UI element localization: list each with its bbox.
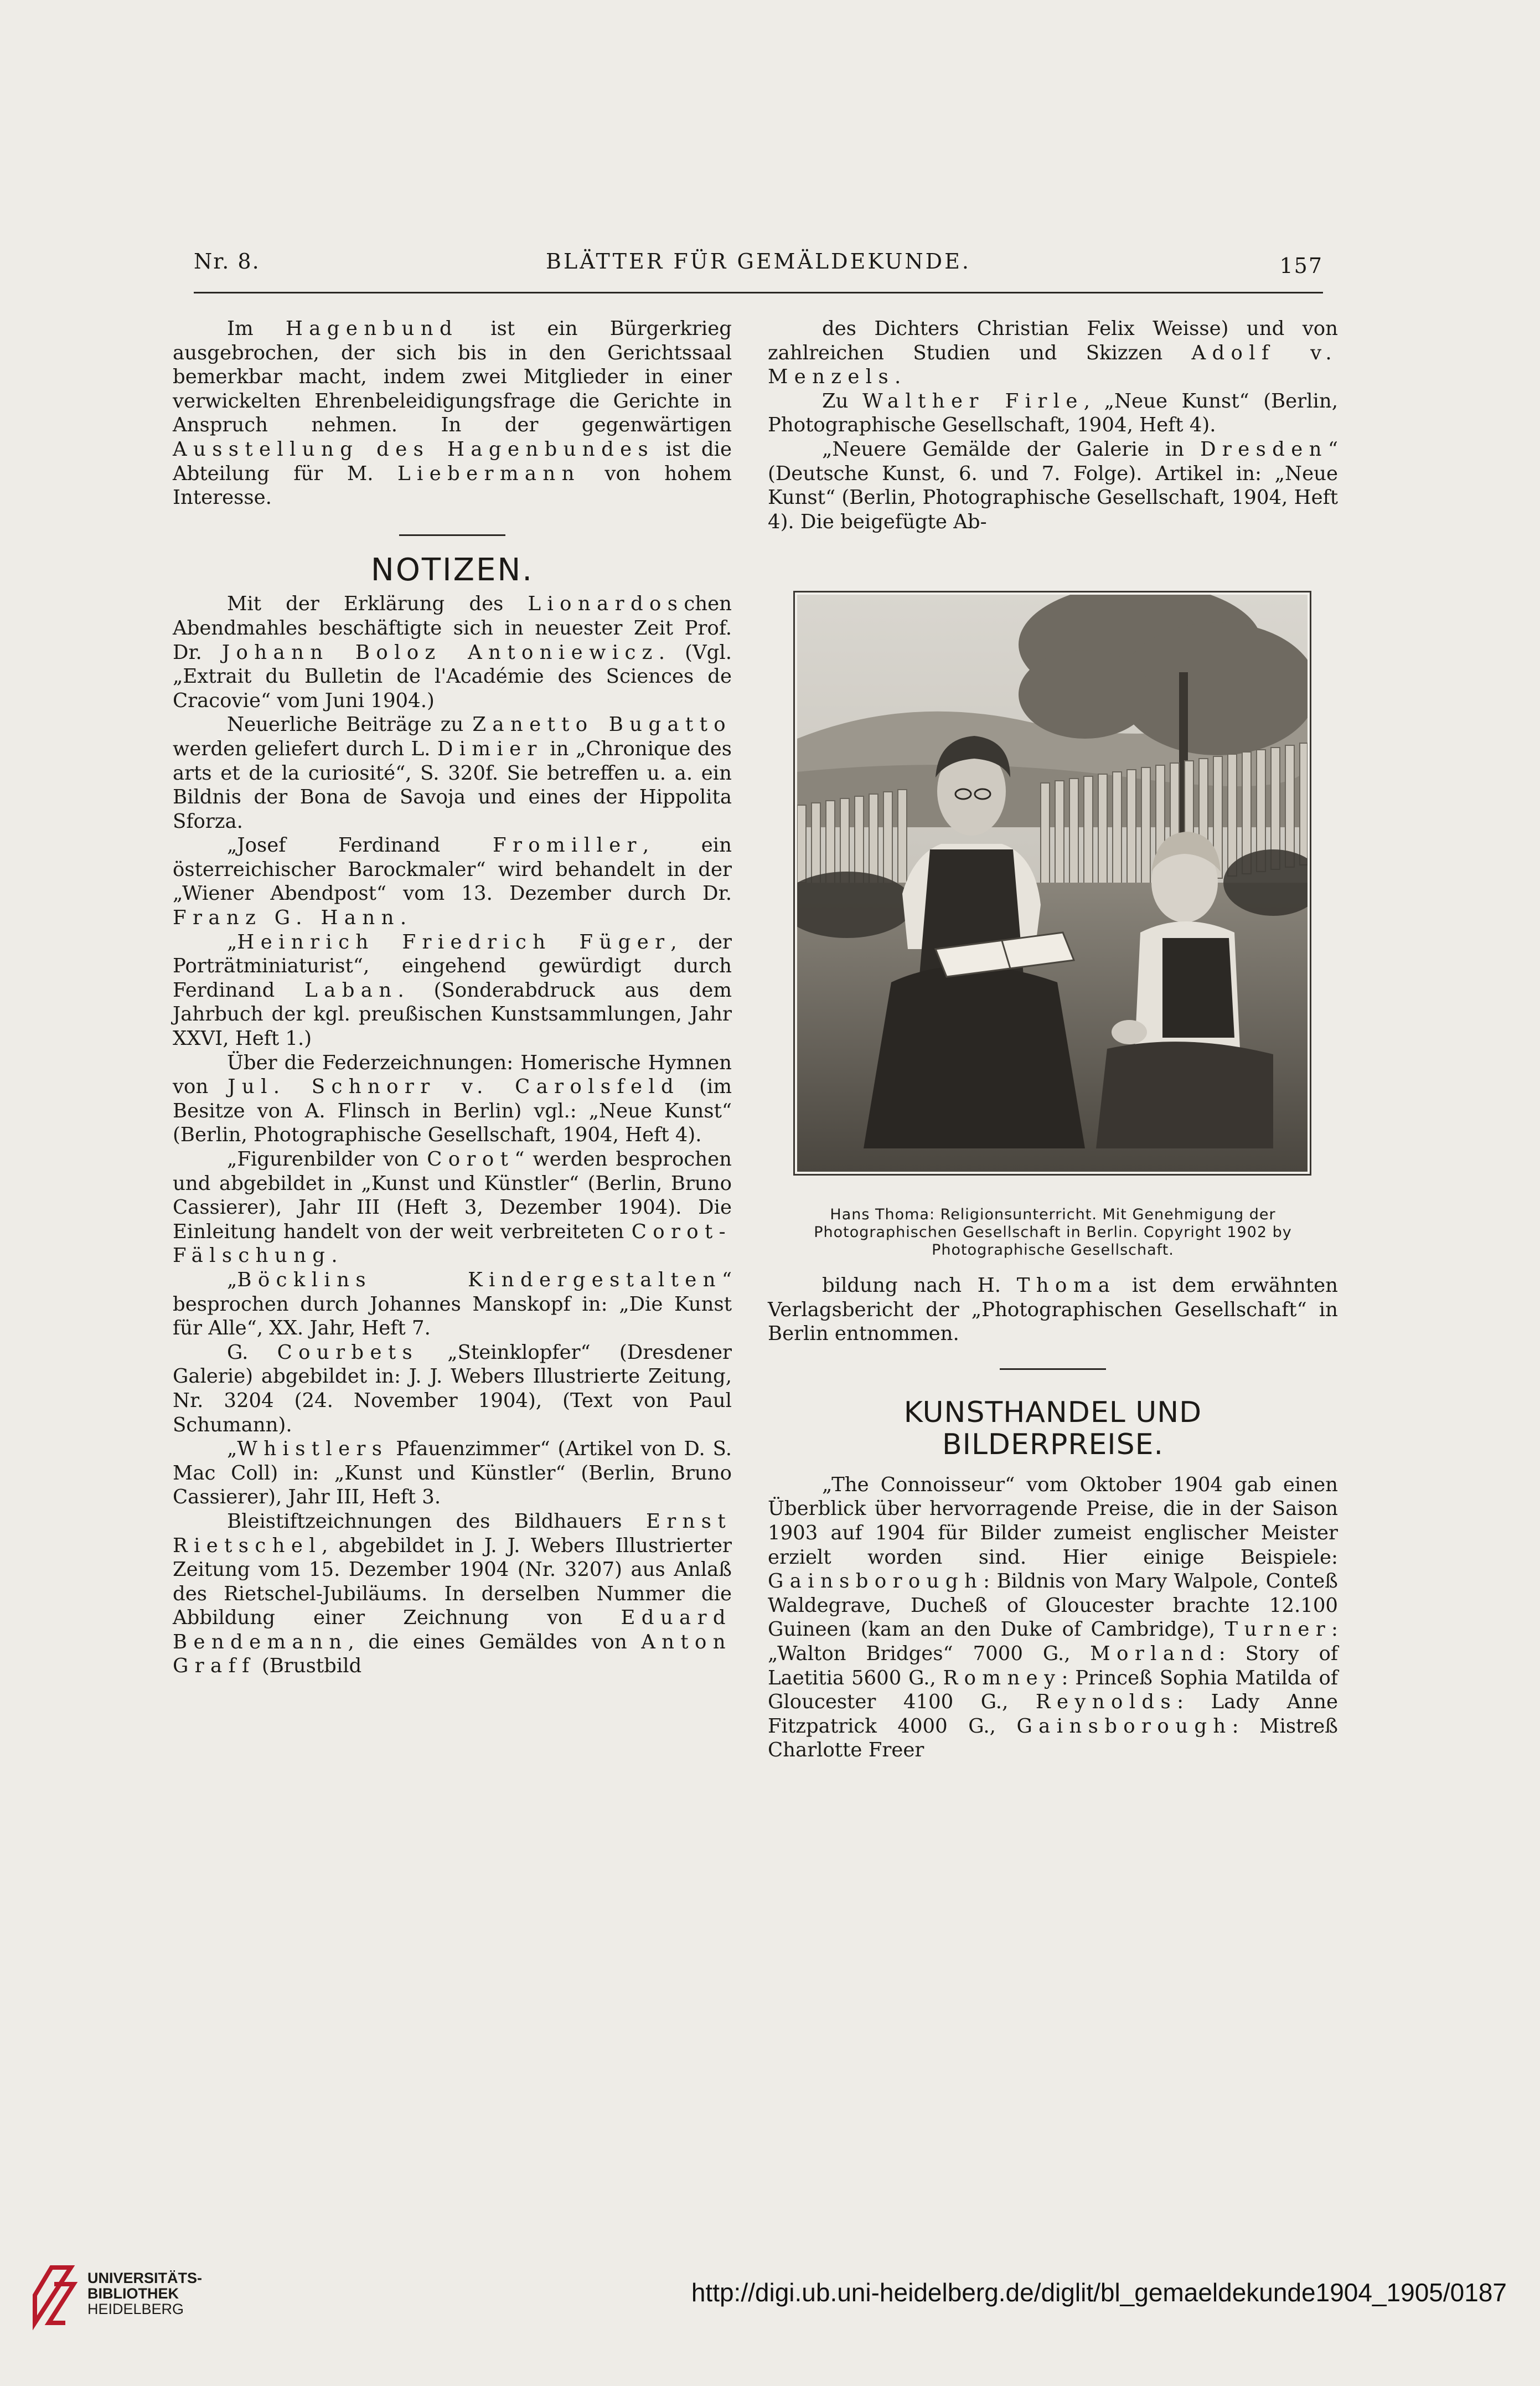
spaced-name: Ernst Rietschel [173, 1509, 732, 1557]
issue-number: Nr. 8. [194, 249, 260, 274]
kunsthandel-paragraph-0: „The Connoisseur“ vom Oktober 1904 gab einen Überblick über hervorragende Preise, die in der Saison 1903 auf 1904 für Bilder zumeist englischer Meister erzielt worden sind. Hier einige Beispiele: Gainsborough: Bildnis von Mary Walpole, Conteß Waldegrave, Ducheß of Gloucester brachte 12.100 Guineen (kam an den Duke of Cambridge), Turner: „Walton Bridges“ 7000 G., Morland: Story of Laetitia 5600 G., Romney: Princeß Sophia Matilda of Gloucester 4100 G., Reynolds: Lady Anne Fitzpatrick 4000 G., Gainsborough: Mistreß Charlotte Freer [768, 1473, 1339, 1762]
library-logo [27, 2262, 303, 2339]
library-line-2: BIBLIOTHEK [87, 2285, 179, 2302]
spaced-name: Eduard Bendemann [173, 1606, 732, 1653]
journal-title: BLÄTTER FÜR GEMÄLDEKUNDE. [546, 249, 971, 274]
notizen-heading: NOTIZEN. [370, 552, 534, 588]
right_after_figure-paragraph-0: bildung nach H. Thoma ist dem erwähnten Verlagsbericht der „Photographischen Gesellschaft“ in Berlin entnommen. [768, 1274, 1339, 1346]
spaced-name: Courbets [277, 1341, 419, 1364]
spaced-name: Turner [1224, 1618, 1332, 1641]
spaced-name: Gainsborough [1016, 1714, 1232, 1738]
spaced-name: Böcklins Kindergestalten [237, 1268, 722, 1291]
spaced-name: Ausstellung des Hagenbundes [173, 437, 655, 461]
right_top-paragraph-2: „Neuere Gemälde der Galerie in Dresden“ (Deutsche Kunst, 6. und 7. Folge). Artikel in: „Neue Kunst“ (Berlin, Photographische Gesellschaft, 1904, Heft 4). Die beigefügte Ab- [768, 437, 1338, 533]
spaced-name: Gainsborough [768, 1570, 984, 1593]
running-head [194, 249, 1323, 288]
notizen-paragraph-8: „Whistlers Pfauenzimmer“ (Artikel von D. S. Mac Coll) in: „Kunst und Künstler“ (Berlin, Bruno Cassierer), Jahr III, Heft 3. [173, 1437, 732, 1509]
library-name [87, 2270, 202, 2317]
notizen-paragraph-5: „Figurenbilder von Corot“ werden besprochen und abgebildet in „Kunst und Künstler“ (Berlin, Bruno Cassierer), Jahr III (Heft 3, Dezember 1904). Die Einleitung handelt von der weit verbreiteten Corot-Fälschung. [173, 1148, 732, 1267]
spaced-name: Franz G. Hann [173, 906, 400, 930]
library-logo-icon [27, 2262, 82, 2334]
left-column [173, 317, 732, 1678]
right-top-paragraphs [768, 317, 1338, 534]
notizen-section [173, 592, 732, 1678]
spaced-name: Liebermann [397, 462, 581, 485]
spaced-name: Fromiller [492, 834, 643, 857]
thoma-paragraph [768, 1274, 1338, 1346]
right-column-top [768, 317, 1338, 534]
notizen-paragraph-4: Über die Federzeichnungen: Homerische Hymnen von Jul. Schnorr v. Carolsfeld (im Besitze von A. Flinsch in Berlin) vgl.: „Neue Kunst“ (Berlin, Photographische Gesellschaft, 1904, Heft 4). [173, 1051, 732, 1147]
painting-image [797, 595, 1308, 1172]
page-number: 157 [1279, 254, 1323, 278]
spaced-name: Zanetto Bugatto [472, 713, 732, 736]
notizen-paragraph-7: G. Courbets „Steinklopfer“ (Dresdener Galerie) abgebildet in: J. J. Webers Illustrierte Zeitung, Nr. 3204 (24. November 1904), (Text von Paul Schumann). [173, 1341, 732, 1436]
spaced-name: Walther Firle [862, 389, 1084, 413]
section-separator-2 [1000, 1368, 1106, 1370]
spaced-name: Dimier [437, 737, 543, 760]
figure-caption: Hans Thoma: Religionsunterricht. Mit Genehmigung der Photographischen Gesellschaft in Berlin. Copyright 1902 by Photographische Gesellschaft. [814, 1206, 1292, 1259]
notizen-paragraph-6: „Böcklins Kindergestalten“ besprochen durch Johannes Manskopf in: „Die Kunst für Alle“, XX. Jahr, Heft 7. [173, 1268, 732, 1340]
header-rule [194, 292, 1323, 293]
notizen-paragraph-3: „Heinrich Friedrich Füger, der Porträtminiaturist“, eingehend gewürdigt durch Ferdinand Laban. (Sonderabdruck aus dem Jahrbuch der kgl. preußischen Kunstsammlungen, Jahr XXVI, Heft 1.) [173, 930, 732, 1050]
notizen-paragraph-1: Neuerliche Beiträge zu Zanetto Bugatto werden geliefert durch L. Dimier in „Chronique des arts et de la curiosité“, S. 320f. Sie betreffen u. a. ein Bildnis der Bona de Savoja und eines der Hippolita Sforza. [173, 713, 732, 833]
hagenbund-paragraph [173, 317, 732, 510]
notizen-paragraph-9: Bleistiftzeichnungen des Bildhauers Ernst Rietschel, abgebildet in J. J. Webers Illustrierter Zeitung vom 15. Dezember 1904 (Nr. 3207) aus Anlaß des Rietschel-Jubiläums. In derselben Nummer die Abbildung einer Zeichnung von Eduard Bendemann, die eines Gemäldes von Anton Graff (Brustbild [173, 1509, 732, 1678]
notizen-paragraph-2: „Josef Ferdinand Fromiller, ein österreichischer Barockmaler“ wird behandelt in der „Wiener Abendpost“ vom 13. Dezember durch Dr. Franz G. Hann. [173, 834, 732, 930]
kunsthandel-heading: KUNSTHANDEL UND BILDERPREISE. [903, 1395, 1202, 1461]
spaced-name: Hagenbund [285, 317, 459, 340]
spaced-name: Romney [943, 1666, 1062, 1689]
spaced-name: Laban [304, 978, 398, 1002]
spaced-name: Corot [427, 1148, 515, 1171]
section-separator [399, 534, 505, 536]
library-line-1: UNIVERSITÄTS- [87, 2270, 203, 2286]
right_top-paragraph-1: Zu Walther Firle, „Neue Kunst“ (Berlin, Photographische Gesellschaft, 1904, Heft 4). [768, 389, 1338, 437]
spaced-name: Heinrich Friedrich Füger [237, 930, 671, 954]
spaced-name: Morland [1090, 1642, 1219, 1665]
notizen-paragraph-0: Mit der Erklärung des Lionardoschen Abendmahles beschäftigte sich in neuester Zeit Prof. Dr. Johann Boloz Antoniewicz. (Vgl. „Extrait du Bulletin de l'Académie des Sciences de Cracovie“ vom Juni 1904.) [173, 592, 732, 712]
library-line-3: HEIDELBERG [87, 2301, 184, 2317]
spaced-name: Reynolds [1035, 1691, 1177, 1714]
spaced-name: Anton Graff [173, 1630, 732, 1678]
figure-thoma-religionsunterricht [793, 591, 1311, 1176]
kunsthandel-section [768, 1473, 1338, 1763]
spaced-name: Lionardos [528, 592, 684, 616]
spaced-name: Dresden [1200, 437, 1328, 461]
spaced-name: Corot-Fälschung [173, 1220, 732, 1267]
spaced-name: Thoma [1016, 1274, 1117, 1297]
spaced-name: Whistlers [237, 1437, 389, 1461]
right_top-paragraph-0: des Dichters Christian Felix Weisse) und von zahlreichen Studien und Skizzen Adolf v. Menzels. [768, 317, 1338, 389]
source-url[interactable]: http://digi.ub.uni-heidelberg.de/diglit/bl_gemaeldekunde1904_1905/0187 [691, 2278, 1507, 2307]
spaced-name: Jul. Schnorr v. Carolsfeld [228, 1075, 680, 1099]
left_top-paragraph-0: Im Hagenbund ist ein Bürgerkrieg ausgebrochen, der sich bis in den Gerichtssaal bemerkbar macht, indem zwei Mitglieder in einer verwickelten Ehrenbeleidigungsfrage die Gerichte in Anspruch nehmen. In der gegenwärtigen Ausstellung des Hagenbundes ist die Abteilung für M. Liebermann von hohem Interesse. [173, 317, 732, 509]
right-column-bottom [768, 1274, 1338, 1763]
spaced-name: Adolf v. Menzels [768, 341, 1338, 389]
spaced-name: Johann Boloz Antoniewicz [221, 641, 659, 664]
